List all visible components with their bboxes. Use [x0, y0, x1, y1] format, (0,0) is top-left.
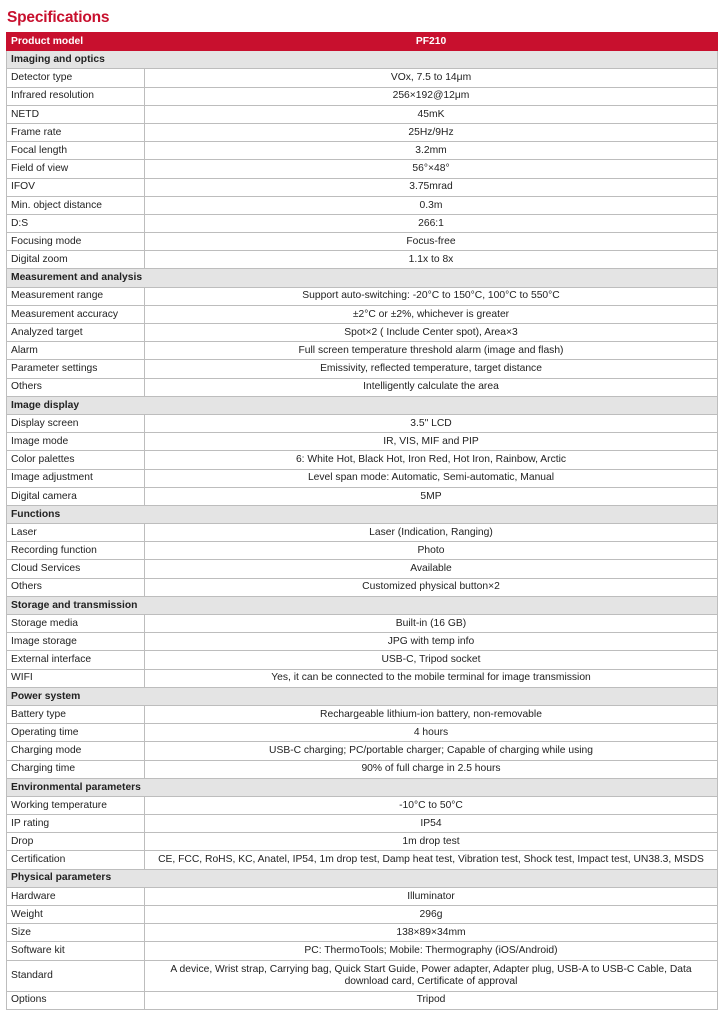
section-title: Measurement and analysis: [7, 269, 718, 287]
section-title: Physical parameters: [7, 869, 718, 887]
table-row: [7, 69, 718, 87]
spec-value: 56°×48°: [145, 160, 718, 178]
spec-value: 1m drop test: [145, 833, 718, 851]
spec-value: 256×192@12μm: [145, 87, 718, 105]
spec-label: Operating time: [7, 724, 145, 742]
spec-value: 4 hours: [145, 724, 718, 742]
spec-label: Image storage: [7, 633, 145, 651]
spec-label: Frame rate: [7, 123, 145, 141]
spec-label: Measurement accuracy: [7, 305, 145, 323]
spec-value: Spot×2 ( Include Center spot), Area×3: [145, 324, 718, 342]
table-row: [7, 578, 718, 596]
spec-value: VOx, 7.5 to 14μm: [145, 69, 718, 87]
spec-label: Standard: [7, 960, 145, 991]
section-title: Storage and transmission: [7, 596, 718, 614]
table-row: [7, 469, 718, 487]
spec-value: -10°C to 50°C: [145, 796, 718, 814]
table-row: [7, 991, 718, 1009]
spec-label: Others: [7, 378, 145, 396]
table-row: [7, 305, 718, 323]
section-row: [7, 596, 718, 614]
section-row: [7, 505, 718, 523]
table-row: [7, 414, 718, 432]
section-row: [7, 778, 718, 796]
spec-value: 266:1: [145, 214, 718, 232]
table-row: [7, 87, 718, 105]
table-row: [7, 906, 718, 924]
table-row: [7, 942, 718, 960]
spec-label: Min. object distance: [7, 196, 145, 214]
table-row: [7, 851, 718, 869]
section-title: Functions: [7, 505, 718, 523]
table-row: [7, 487, 718, 505]
spec-value: IP54: [145, 815, 718, 833]
spec-label: WIFI: [7, 669, 145, 687]
table-row: [7, 724, 718, 742]
section-title: Power system: [7, 687, 718, 705]
spec-value: Level span mode: Automatic, Semi-automatic, Manual: [145, 469, 718, 487]
spec-value: 6: White Hot, Black Hot, Iron Red, Hot Iron, Rainbow, Arctic: [145, 451, 718, 469]
table-row: [7, 560, 718, 578]
spec-label: Focusing mode: [7, 233, 145, 251]
spec-value: Illuminator: [145, 887, 718, 905]
spec-label: Recording function: [7, 542, 145, 560]
spec-table: [6, 32, 718, 1010]
spec-value: JPG with temp info: [145, 633, 718, 651]
table-row: [7, 542, 718, 560]
spec-value: ±2°C or ±2%, whichever is greater: [145, 305, 718, 323]
spec-label: Display screen: [7, 414, 145, 432]
spec-label: External interface: [7, 651, 145, 669]
spec-label: Field of view: [7, 160, 145, 178]
table-row: [7, 615, 718, 633]
spec-value: 3.2mm: [145, 142, 718, 160]
spec-value: 1.1x to 8x: [145, 251, 718, 269]
spec-label: Digital camera: [7, 487, 145, 505]
spec-value: Focus-free: [145, 233, 718, 251]
spec-value: PC: ThermoTools; Mobile: Thermography (iOS/Android): [145, 942, 718, 960]
spec-value: IR, VIS, MIF and PIP: [145, 433, 718, 451]
spec-value: Emissivity, reflected temperature, target distance: [145, 360, 718, 378]
table-row: [7, 651, 718, 669]
table-row: [7, 233, 718, 251]
section-title: Image display: [7, 396, 718, 414]
table-row: [7, 633, 718, 651]
spec-value: Support auto-switching: -20°C to 150°C, 100°C to 550°C: [145, 287, 718, 305]
spec-label: Alarm: [7, 342, 145, 360]
table-row: [7, 342, 718, 360]
spec-label: Charging mode: [7, 742, 145, 760]
spec-label: IP rating: [7, 815, 145, 833]
table-row: [7, 378, 718, 396]
table-row: [7, 123, 718, 141]
table-row: [7, 796, 718, 814]
table-row: [7, 178, 718, 196]
spec-value: 90% of full charge in 2.5 hours: [145, 760, 718, 778]
section-row: [7, 269, 718, 287]
table-row: [7, 669, 718, 687]
spec-value: Built-in (16 GB): [145, 615, 718, 633]
spec-value: 45mK: [145, 105, 718, 123]
table-row: [7, 451, 718, 469]
table-row: [7, 887, 718, 905]
spec-value: Yes, it can be connected to the mobile terminal for image transmission: [145, 669, 718, 687]
spec-label: Charging time: [7, 760, 145, 778]
table-row: [7, 705, 718, 723]
spec-label: Image mode: [7, 433, 145, 451]
table-row: [7, 324, 718, 342]
spec-value: USB-C, Tripod socket: [145, 651, 718, 669]
spec-label: Working temperature: [7, 796, 145, 814]
spec-label: Others: [7, 578, 145, 596]
table-row: [7, 287, 718, 305]
spec-value: Rechargeable lithium-ion battery, non-removable: [145, 705, 718, 723]
table-row: [7, 760, 718, 778]
table-row: [7, 160, 718, 178]
table-header-row: [7, 33, 718, 51]
spec-label: Analyzed target: [7, 324, 145, 342]
table-row: [7, 815, 718, 833]
spec-label: Digital zoom: [7, 251, 145, 269]
spec-value: 25Hz/9Hz: [145, 123, 718, 141]
table-row: [7, 214, 718, 232]
table-row: [7, 251, 718, 269]
section-title: Environmental parameters: [7, 778, 718, 796]
spec-label: Certification: [7, 851, 145, 869]
spec-label: D:S: [7, 214, 145, 232]
section-row: [7, 869, 718, 887]
spec-label: Image adjustment: [7, 469, 145, 487]
spec-label: Drop: [7, 833, 145, 851]
spec-value: A device, Wrist strap, Carrying bag, Quick Start Guide, Power adapter, Adapter plug, USB-A to USB-C Cable, Data download card, Certificate of approval: [145, 960, 718, 991]
header-value: PF210: [145, 33, 718, 51]
table-row: [7, 433, 718, 451]
spec-label: Laser: [7, 524, 145, 542]
spec-value: Photo: [145, 542, 718, 560]
spec-label: Battery type: [7, 705, 145, 723]
spec-label: Color palettes: [7, 451, 145, 469]
spec-label: IFOV: [7, 178, 145, 196]
spec-label: NETD: [7, 105, 145, 123]
spec-value: USB-C charging; PC/portable charger; Capable of charging while using: [145, 742, 718, 760]
spec-label: Detector type: [7, 69, 145, 87]
spec-label: Infrared resolution: [7, 87, 145, 105]
table-row: [7, 360, 718, 378]
spec-label: Focal length: [7, 142, 145, 160]
spec-label: Hardware: [7, 887, 145, 905]
spec-label: Weight: [7, 906, 145, 924]
spec-label: Cloud Services: [7, 560, 145, 578]
spec-label: Measurement range: [7, 287, 145, 305]
section-row: [7, 396, 718, 414]
spec-label: Parameter settings: [7, 360, 145, 378]
spec-value: CE, FCC, RoHS, KC, Anatel, IP54, 1m drop test, Damp heat test, Vibration test, Shock test, Impact test, UN38.3, MSDS: [145, 851, 718, 869]
section-row: [7, 51, 718, 69]
spec-value: Full screen temperature threshold alarm (image and flash): [145, 342, 718, 360]
spec-label: Storage media: [7, 615, 145, 633]
table-row: [7, 196, 718, 214]
spec-value: 3.75mrad: [145, 178, 718, 196]
spec-label: Options: [7, 991, 145, 1009]
table-row: [7, 924, 718, 942]
table-row: [7, 105, 718, 123]
spec-value: 138×89×34mm: [145, 924, 718, 942]
table-row: [7, 524, 718, 542]
table-row: [7, 142, 718, 160]
spec-value: Available: [145, 560, 718, 578]
spec-value: Intelligently calculate the area: [145, 378, 718, 396]
spec-value: 296g: [145, 906, 718, 924]
spec-label: Software kit: [7, 942, 145, 960]
spec-label: Size: [7, 924, 145, 942]
section-row: [7, 687, 718, 705]
spec-value: Tripod: [145, 991, 718, 1009]
table-row: [7, 742, 718, 760]
spec-value: Laser (Indication, Ranging): [145, 524, 718, 542]
spec-value: 0.3m: [145, 196, 718, 214]
spec-value: 5MP: [145, 487, 718, 505]
table-row: [7, 960, 718, 991]
header-label: Product model: [7, 33, 145, 51]
section-title: Imaging and optics: [7, 51, 718, 69]
spec-value: 3.5" LCD: [145, 414, 718, 432]
spec-value: Customized physical button×2: [145, 578, 718, 596]
table-row: [7, 833, 718, 851]
page-title: Specifications: [7, 9, 110, 26]
